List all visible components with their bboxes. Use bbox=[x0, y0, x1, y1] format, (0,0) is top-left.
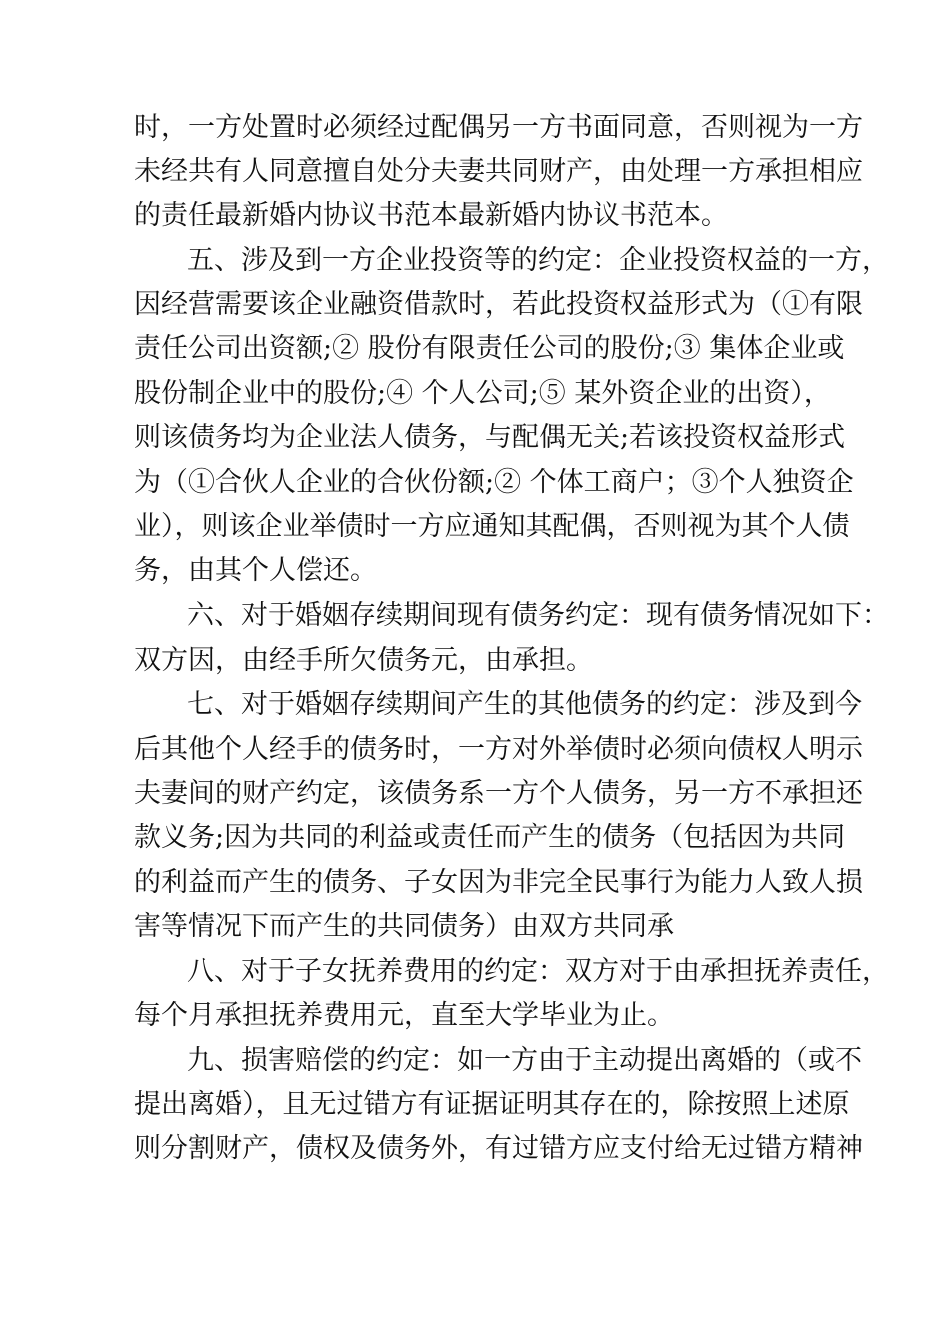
text-line: 时，一方处置时必须经过配偶另一方书面同意，否则视为一方 bbox=[134, 112, 863, 143]
text-line: 后其他个人经手的债务时，一方对外举债时必须向债权人明示 bbox=[134, 734, 863, 765]
text-line: 为（①合伙人企业的合伙份额;② 个体工商户；③个人独资企 bbox=[134, 467, 854, 498]
text-line: 股份制企业中的股份;④ 个人公司;⑤ 某外资企业的出资）， bbox=[134, 378, 831, 409]
text-line: 夫妻间的财产约定，该债务系一方个人债务，另一方不承担还 bbox=[134, 778, 863, 809]
text-line: 则该债务均为企业法人债务，与配偶无关;若该投资权益形式 bbox=[134, 422, 846, 453]
text-line: 务，由其个人偿还。 bbox=[134, 555, 377, 586]
text-line: 的责任最新婚内协议书范本最新婚内协议书范本。 bbox=[134, 200, 728, 231]
text-line: 业），则该企业举债时一方应通知其配偶，否则视为其个人债 bbox=[134, 511, 850, 542]
clause-seven-heading-line: 七、对于婚姻存续期间产生的其他债务的约定：涉及到今 bbox=[187, 689, 862, 720]
clause-nine-heading-line: 九、损害赔偿的约定：如一方由于主动提出离婚的（或不 bbox=[187, 1045, 862, 1076]
text-line: 每个月承担抚养费用元，直至大学毕业为止。 bbox=[134, 1000, 674, 1031]
text-line: 责任公司出资额;② 股份有限责任公司的股份;③ 集体企业或 bbox=[134, 333, 845, 364]
text-line: 因经营需要该企业融资借款时，若此投资权益形式为（①有限 bbox=[134, 289, 863, 320]
text-line: 则分割财产，债权及债务外，有过错方应支付给无过错方精神 bbox=[134, 1133, 863, 1164]
text-line: 双方因，由经手所欠债务元，由承担。 bbox=[134, 645, 593, 676]
text-line: 未经共有人同意擅自处分夫妻共同财产，由处理一方承担相应 bbox=[134, 156, 863, 187]
clause-eight-heading-line: 八、对于子女抚养费用的约定：双方对于由承担抚养责任， bbox=[187, 956, 889, 987]
text-line: 款义务;因为共同的利益或责任而产生的债务（包括因为共同 bbox=[134, 822, 846, 853]
text-line: 提出离婚），且无过错方有证据证明其存在的，除按照上述原 bbox=[134, 1089, 850, 1120]
text-line: 害等情况下而产生的共同债务）由双方共同承 bbox=[134, 911, 674, 942]
clause-five-heading-line: 五、涉及到一方企业投资等的约定：企业投资权益的一方， bbox=[187, 245, 889, 276]
clause-six-heading-line: 六、对于婚姻存续期间现有债务约定：现有债务情况如下： bbox=[187, 600, 889, 631]
text-line: 的利益而产生的债务、子女因为非完全民事行为能力人致人损 bbox=[134, 867, 863, 898]
